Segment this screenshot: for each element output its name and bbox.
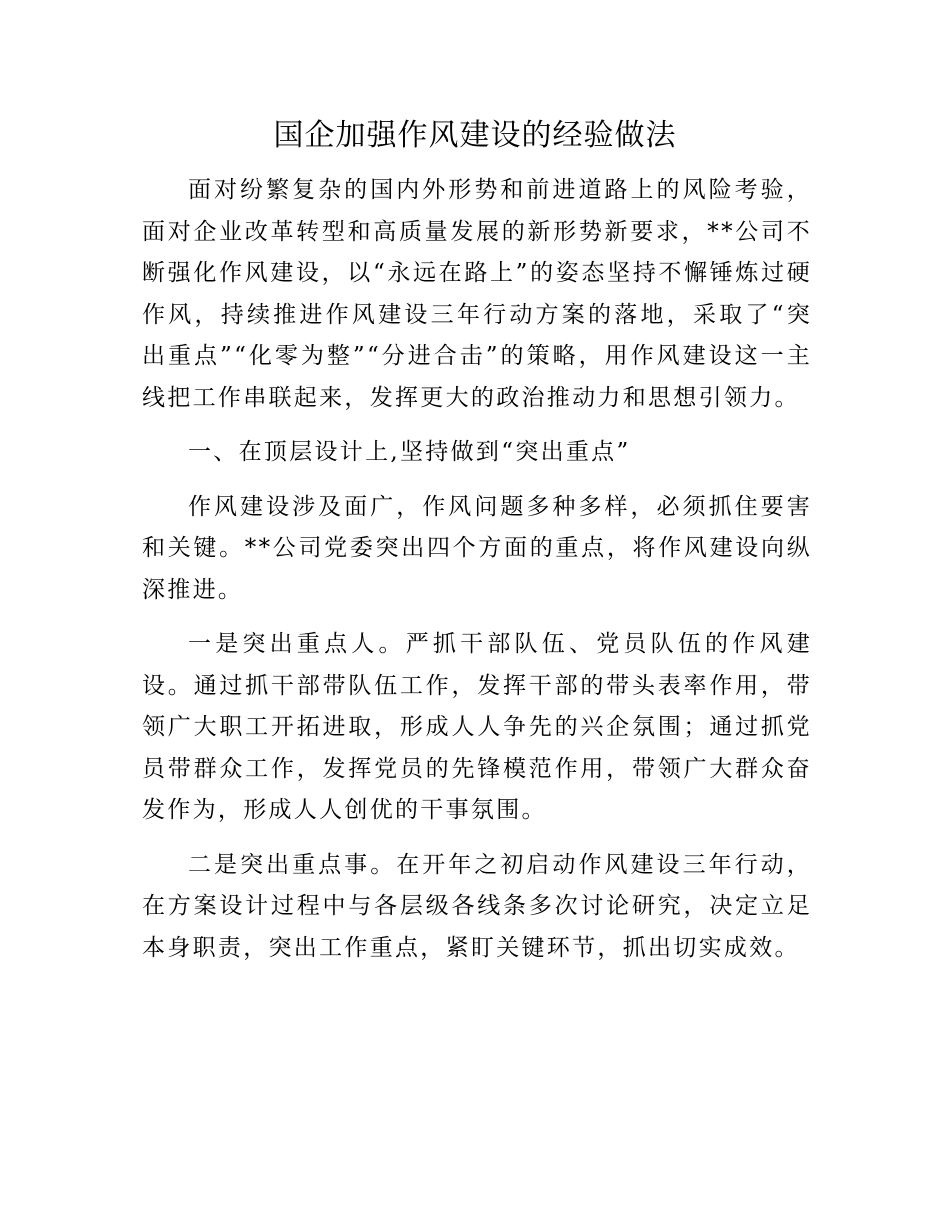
document-title: 国企加强作风建设的经验做法 <box>273 118 677 153</box>
paragraph-section-1-intro: 作风建设涉及面广，作风问题多种多样，必须抓住要害和关键。**公司党委突出四个方面的重点，将作风建设向纵深推进。 <box>142 493 812 603</box>
document-body <box>142 170 812 982</box>
paragraph-key-people: 一是突出重点人。严抓干部队伍、党员队伍的作风建设。通过抓干部带队伍工作，发挥干部的带头表率作用，带领广大职工开拓进取，形成人人争先的兴企氛围；通过抓党员带群众工作，发挥党员的先锋模范作用，带领广大群众奋发作为，形成人人创优的干事氛围。 <box>142 631 812 823</box>
paragraph-key-matters: 二是突出重点事。在开年之初启动作风建设三年行动，在方案设计过程中与各层级各线条多次讨论研究，决定立足本身职责，突出工作重点，紧盯关键环节，抓出切实成效。 <box>142 851 812 961</box>
paragraph-intro: 面对纷繁复杂的国内外形势和前进道路上的风险考验，面对企业改革转型和高质量发展的新形势新要求，**公司不断强化作风建设，以“永远在路上”的姿态坚持不懈锤炼过硬作风，持续推进作风建设三年行动方案的落地，采取了“突出重点”“化零为整”“分进合击”的策略，用作风建设这一主线把工作串联起来，发挥更大的政治推动力和思想引领力。 <box>142 177 812 411</box>
section-heading-1: 一、在顶层设计上,坚持做到“突出重点” <box>188 439 631 465</box>
